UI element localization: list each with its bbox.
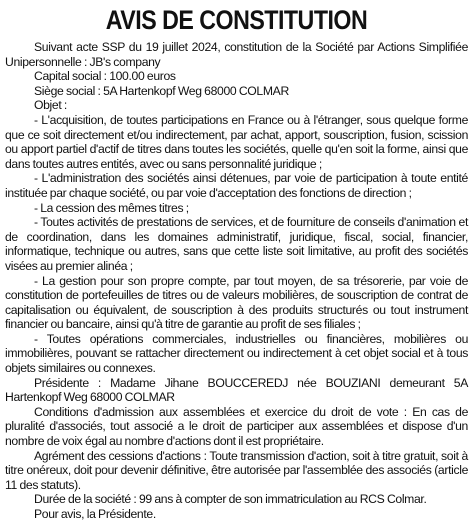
notice-paragraph-registered-office: Siège social : 5A Hartenkopf Weg 68000 COLMAR	[34, 83, 289, 98]
notice-body	[5, 40, 468, 522]
notice-paragraph-object-operations: - Toutes opérations commerciales, industrielles ou financières, mobilières ou immobilières, pouvant se rattacher directement ou indirectement à cet objet social et à tous objets similaires ou connexes.	[5, 331, 468, 376]
notice-paragraph-share-transfer: Agrément des cessions d'actions : Toute transmission d'action, soit à titre gratuit, soit à titre onéreux, doit pour devenir définitive, être autorisée par l'assemblée des associés (article 11 des statuts).	[5, 448, 468, 492]
notice-paragraph-act: Suivant acte SSP du 19 juillet 2024, constitution de la Société par Actions Simplifiée Unipersonnelle : JB's company	[5, 40, 468, 69]
notice-paragraph-object-acquisition: - L'acquisition, de toutes participations en France ou à l'étranger, sous quelque forme que ce soit directement et/ou indirectement, par achat, apport, souscription, fusion, scission ou apport partiel d'actif de titres dans toutes les sociétés, quelle qu'en soit la forme, ainsi que dans toutes autres entités, avec ou sans personnalité juridique ;	[5, 112, 468, 171]
notice-paragraph-object-services: - Toutes activités de prestations de services, et de fourniture de conseils d'animation et de coordination, dans les domaines administratif, juridique, fiscal, social, financier, informatique, technique ou autres, sans que cette liste soit limitative, au profit des sociétés visées au premier alinéa ;	[5, 215, 468, 273]
notice-paragraph-assemblies: Conditions d'admission aux assemblées et exercice du droit de vote : En cas de pluralité d'associés, tout associé a le droit de participer aux assemblées et dispose d'un nombre de voix égal au nombre d'actions dont il est propriétaire.	[5, 404, 468, 449]
notice-paragraph-object-heading: Objet :	[34, 98, 67, 113]
notice-title: AVIS DE CONSTITUTION	[105, 5, 368, 35]
notice-paragraph-president: Présidente : Madame Jihane BOUCCEREDJ née BOUZIANI demeurant 5A Hartenkopf Weg 68000 COLMAR	[5, 375, 468, 405]
notice-paragraph-object-treasury: - La gestion pour son propre compte, par tout moyen, de sa trésorerie, par voie de constitution de portefeuilles de titres ou de valeurs mobilières, de souscription de contrat de capitalisation ou équivalent, de souscription à des produits structurés ou tout instrument financier ou bancaire, ainsi qu'à titre de garantie au profit de ses filiales ;	[5, 273, 468, 332]
notice-paragraph-object-cession: - La cession des mêmes titres ;	[34, 200, 189, 215]
notice-paragraph-signature: Pour avis, la Présidente.	[34, 507, 156, 521]
notice-paragraph-object-administration: - L'administration des sociétés ainsi détenues, par voie de participation à toute entité instituée par chaque société, ou par voie d'acceptation des fonctions de direction ;	[5, 171, 468, 200]
notice-paragraph-capital: Capital social : 100.00 euros	[34, 69, 176, 84]
notice-paragraph-duration: Durée de la société : 99 ans à compter de son immatriculation au RCS Colmar.	[34, 492, 427, 507]
